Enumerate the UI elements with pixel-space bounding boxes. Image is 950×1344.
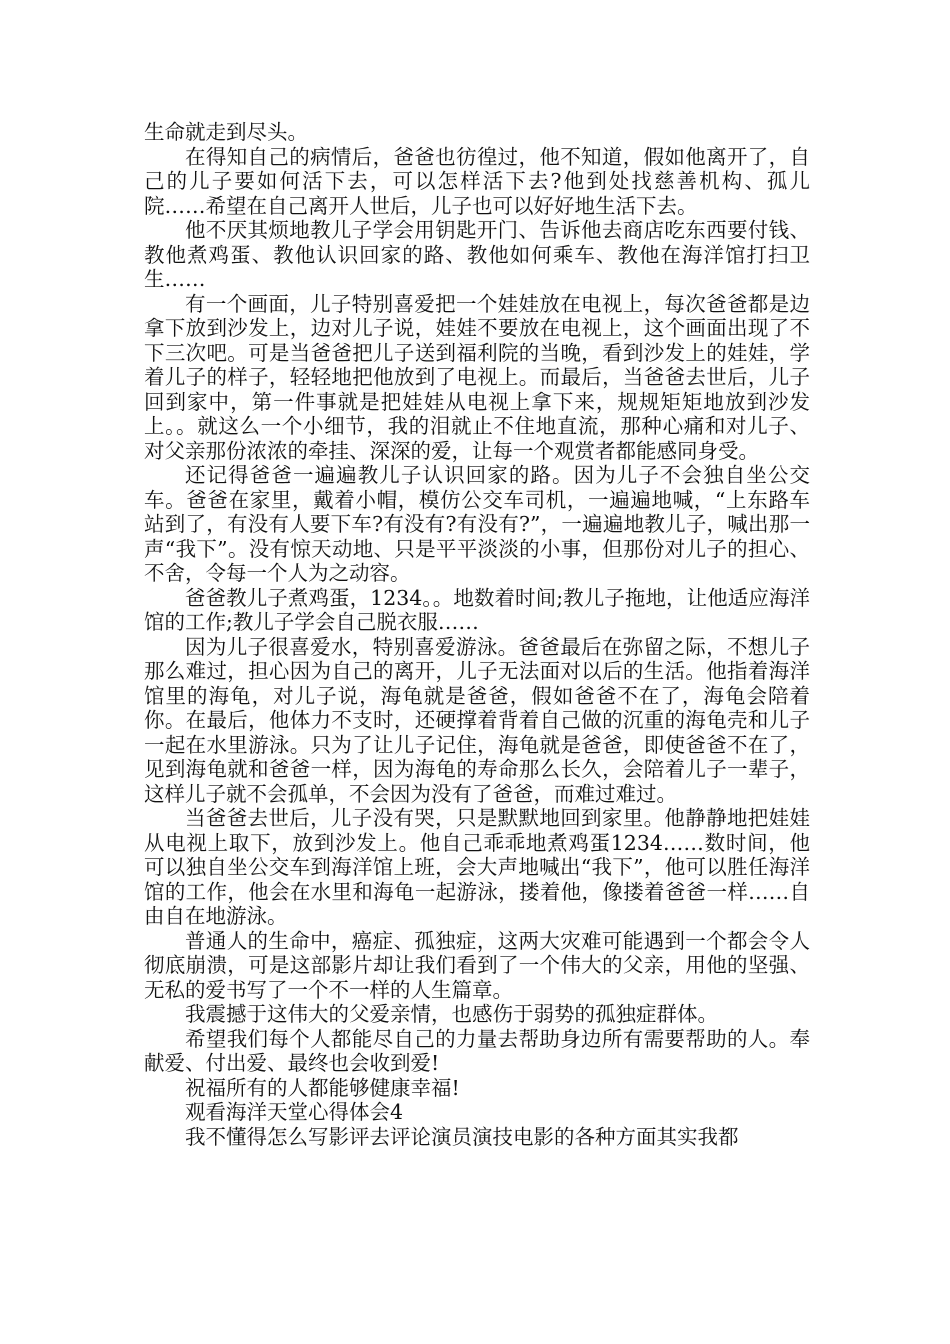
paragraph-9: 普通人的生命中，癌症、孤独症，这两大灾难可能遇到一个都会令人彻底崩溃，可是这部影片却让我们看到了一个伟大的父亲，用他的坚强、无私的爱书写了一个不一样的人生篇章。 — [144, 928, 810, 1002]
section-heading: 观看海洋天堂心得体会4 — [185, 1100, 404, 1124]
paragraph-7: 因为儿子很喜爱水，特别喜爱游泳。爸爸最后在弥留之际，不想儿子那么难过，担心因为自己的离开，儿子无法面对以后的生活。他指着海洋馆里的海龟，对儿子说，海龟就是爸爸，假如爸爸不在了，海龟会陪着你。在最后，他体力不支时，还硬撑着背着自己做的沉重的海龟壳和儿子一起在水里游泳。只为了让儿子记住，海龟就是爸爸，即使爸爸不在了，见到海龟就和爸爸一样，因为海龟的寿命那么长久，会陪着儿子一辈子，这样儿子就不会孤单，不会因为没有了爸爸，而难过难过。 — [144, 634, 810, 806]
paragraph-3: 他不厌其烦地教儿子学会用钥匙开门、告诉他去商店吃东西要付钱、教他煮鸡蛋、教他认识回家的路、教他如何乘车、教他在海洋馆打扫卫生…… — [144, 218, 810, 291]
paragraph-6: 爸爸教儿子煮鸡蛋，1234。。地数着时间;教儿子拖地，让他适应海洋馆的工作;教儿子学会自己脱衣服…… — [144, 585, 810, 634]
paragraph-11: 希望我们每个人都能尽自己的力量去帮助身边所有需要帮助的人。奉献爱、付出爱、最终也会收到爱! — [144, 1026, 810, 1075]
paragraph-10: 我震撼于这伟大的父爱亲情，也感伤于弱势的孤独症群体。 — [185, 1002, 718, 1026]
paragraph-1: 生命就走到尽头。 — [144, 120, 308, 144]
paragraph-12: 祝福所有的人都能够健康幸福! — [185, 1075, 460, 1100]
paragraph-5: 还记得爸爸一遍遍教儿子认识回家的路。因为儿子不会独自坐公交车。爸爸在家里，戴着小帽，模仿公交车司机，一遍遍地喊，“上东路车站到了，有没有人要下车?有没有?有没有?”，一遍遍地教儿子，喊出那一声“我下”。没有惊天动地、只是平平淡淡的小事，但那份对儿子的担心、不舍，令每一个人为之动容。 — [144, 463, 810, 585]
paragraph-13: 我不懂得怎么写影评去评论演员演技电影的各种方面其实我都 — [185, 1124, 739, 1149]
document-page — [144, 120, 810, 1149]
paragraph-8: 当爸爸去世后，儿子没有哭，只是默默地回到家里。他静静地把娃娃从电视上取下，放到沙发上。他自己乖乖地煮鸡蛋1234……数时间，他可以独自坐公交车到海洋馆上班，会大声地喊出“我下”，他可以胜任海洋馆的工作，他会在水里和海龟一起游泳，搂着他，像搂着爸爸一样……自由自在地游泳。 — [144, 806, 810, 928]
paragraph-2: 在得知自己的病情后，爸爸也彷徨过，他不知道，假如他离开了，自己的儿子要如何活下去，可以怎样活下去?他到处找慈善机构、孤儿院……希望在自己离开人世后，儿子也可以好好地生活下去。 — [144, 144, 810, 218]
paragraph-4: 有一个画面，儿子特别喜爱把一个娃娃放在电视上，每次爸爸都是边拿下放到沙发上，边对儿子说，娃娃不要放在电视上，这个画面出现了不下三次吧。可是当爸爸把儿子送到福利院的当晚，看到沙发上的娃娃，学着儿子的样子，轻轻地把他放到了电视上。而最后，当爸爸去世后，儿子回到家中，第一件事就是把娃娃从电视上拿下来，规规矩矩地放到沙发上。。就这么一个小细节，我的泪就止不住地直流，那种心痛和对儿子、对父亲那份浓浓的牵挂、深深的爱，让每一个观赏者都能感同身受。 — [144, 291, 810, 463]
